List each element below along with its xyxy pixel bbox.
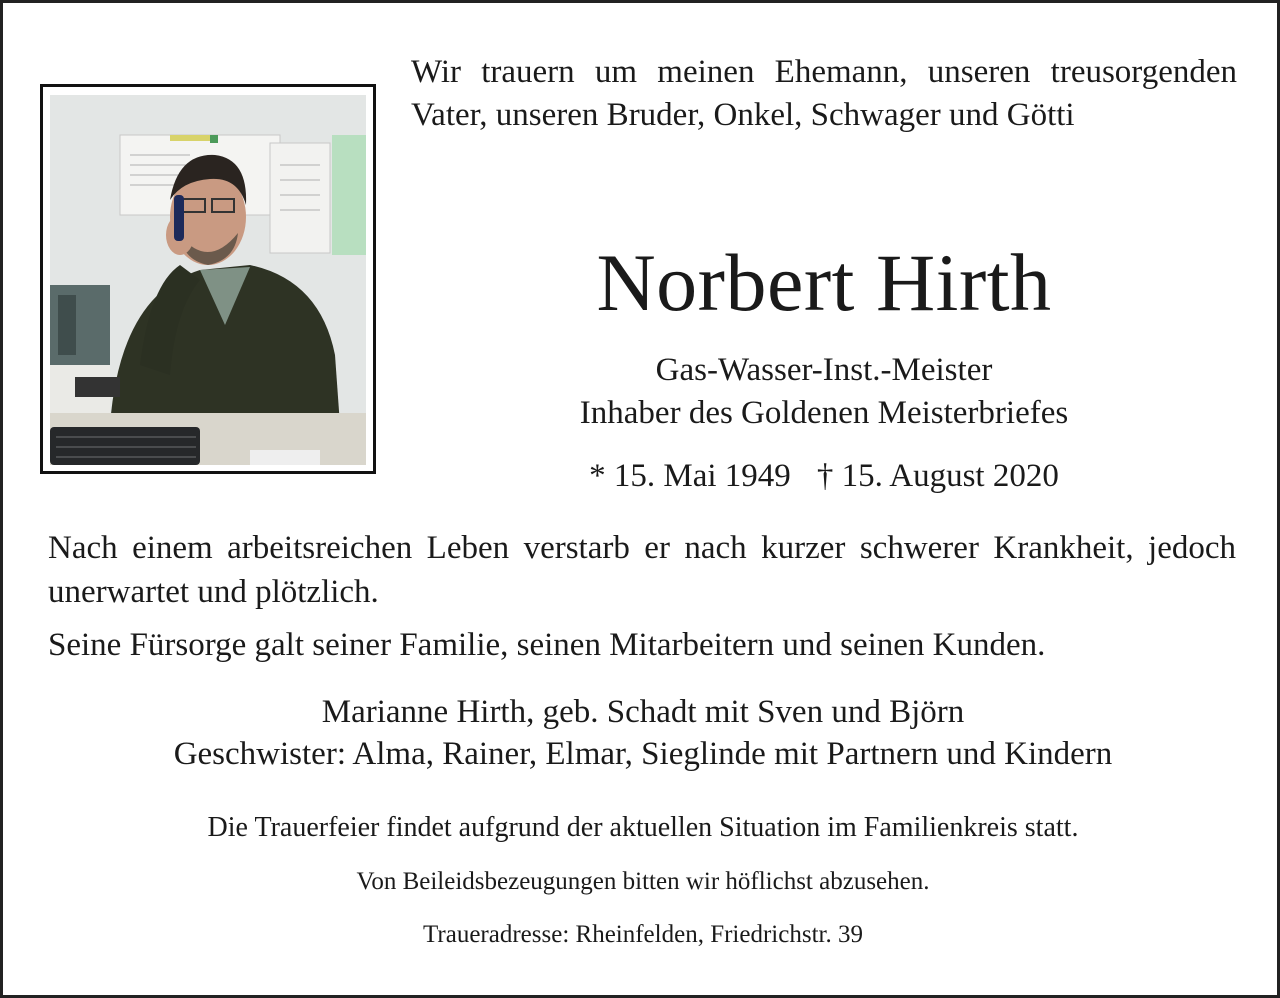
portrait-photo <box>40 84 376 474</box>
profession-line-1: Gas-Wasser-Inst.-Meister <box>655 352 993 388</box>
birth-date: * 15. Mai 1949 <box>589 458 791 494</box>
deceased-name: Norbert Hirth <box>596 237 1052 328</box>
life-dates <box>411 456 1237 496</box>
paragraph-care: Seine Fürsorge galt seiner Familie, seinen Mitarbeitern und seinen Kunden. <box>48 627 1046 663</box>
intro-text: Wir trauern um meinen Ehemann, unseren treusorgenden Vater, unseren Bruder, Onkel, Schwager und Götti <box>411 54 1237 133</box>
profession-line-2: Inhaber des Goldenen Meisterbriefes <box>579 395 1069 431</box>
paragraph-life: Nach einem arbeitsreichen Leben verstarb er nach kurzer schwerer Krankheit, jedoch unerwartet und plötzlich. <box>48 530 1236 610</box>
condolence-notice: Von Beileidsbezeugungen bitten wir höflichst abzusehen. <box>356 868 930 895</box>
mourners-line-2: Geschwister: Alma, Rainer, Elmar, Sieglinde mit Partnern und Kindern <box>173 736 1113 772</box>
funeral-notice: Die Trauerfeier findet aufgrund der aktuellen Situation im Familienkreis statt. <box>207 812 1079 843</box>
mourning-address: Traueradresse: Rheinfelden, Friedrichstr. 39 <box>423 921 863 948</box>
death-date: † 15. August 2020 <box>816 458 1059 494</box>
portrait-image <box>50 95 366 465</box>
mourners-line-1: Marianne Hirth, geb. Schadt mit Sven und Björn <box>321 694 965 730</box>
